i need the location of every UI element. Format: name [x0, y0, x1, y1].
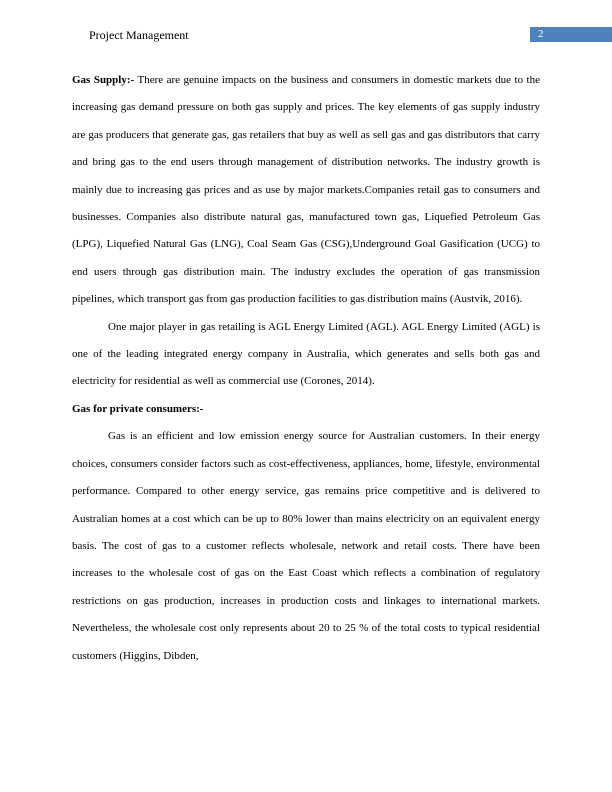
header-title: Project Management: [89, 28, 189, 42]
paragraph-agl: One major player in gas retailing is AGL Energy Limited (AGL). AGL Energy Limited (AGL) is one of the leading integrated energy company in Australia, which generates and sells both gas and electricity for residential as well as commercial use (Corones, 2014).: [72, 320, 540, 388]
section-heading-gas-supply: Gas Supply:-: [72, 74, 135, 86]
document-body: [72, 67, 540, 670]
paragraph-text: There are genuine impacts on the business and consumers in domestic markets due to the increasing gas demand pressure on both gas supply and prices. The key elements of gas supply industry are gas producers that generate gas, gas retailers that buy as well as sell gas and gas distributors that carry and bring gas to the end users through management of distribution networks. The industry growth is mainly due to increasing gas prices and as use by major markets.Companies retail gas to consumers and businesses. Companies also distribute natural gas, manufactured town gas, Liquefied Petroleum Gas (LPG), Liquefied Natural Gas (LNG), Coal Seam Gas (CSG),Underground Goal Gasification (UCG) to end users through gas distribution main. The industry excludes the operation of gas transmission pipelines, which transport gas from gas production facilities to gas distribution mains (Austvik, 2016).: [72, 74, 540, 306]
paragraph-gas-supply: [72, 67, 540, 314]
section-heading-private-consumers: Gas for private consumers:-: [72, 402, 204, 415]
page-number-badge: 2: [530, 27, 612, 42]
page-header: [0, 26, 612, 44]
paragraph-private-consumers: Gas is an efficient and low emission energy source for Australian customers. In their energy choices, consumers consider factors such as cost-effectiveness, appliances, home, lifestyle, environmental performance. Compared to other energy service, gas remains price competitive and is delivered to Australian homes at a cost which can be up to 80% lower than mains electricity on an equivalent energy basis. The cost of gas to a customer reflects wholesale, network and retail costs. There have been increases to the wholesale cost of gas on the East Coast which reflects a combination of regulatory restrictions on gas production, increases in production costs and linkages to international markets. Nevertheless, the wholesale cost only represents about 20 to 25 % of the total costs to typical residential customers (Higgins, Dibden,: [72, 430, 540, 662]
